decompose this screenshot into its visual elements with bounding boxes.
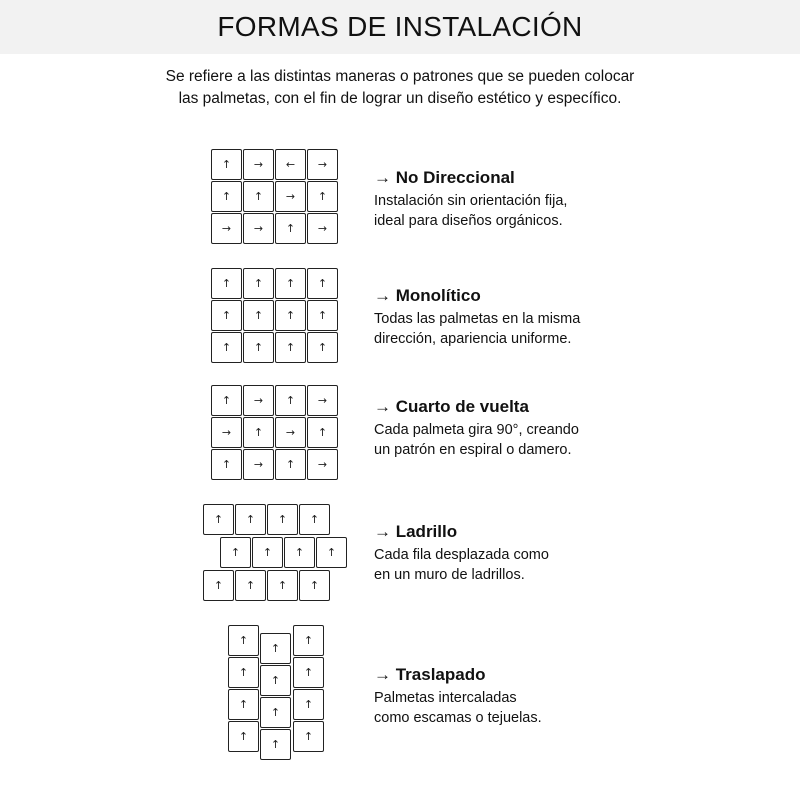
arrow-icon: ↑ [270, 642, 281, 655]
arrow-icon: ↑ [221, 394, 232, 407]
arrow-icon: ↑ [270, 674, 281, 687]
arrow-icon: ↑ [253, 277, 264, 290]
arrow-icon: ↑ [245, 579, 256, 592]
arrow-icon: ↑ [221, 309, 232, 322]
arrow-icon: ↑ [238, 634, 249, 647]
arrow-icon: ↑ [270, 706, 281, 719]
tile [293, 657, 324, 688]
arrow-icon: ↑ [253, 426, 264, 439]
arrow-icon: → [285, 190, 296, 203]
pattern-desc-line: un patrón en espiral o damero. [374, 441, 572, 458]
intro-line-1: Se refiere a las distintas maneras o patrones que se pueden colocar [165, 68, 635, 85]
arrow-icon: ↑ [285, 458, 296, 471]
arrow-icon: ↑ [270, 738, 281, 751]
arrow-icon: ↑ [221, 341, 232, 354]
arrow-icon: → [317, 394, 328, 407]
arrow-icon: → [253, 394, 264, 407]
arrow-icon: ↑ [213, 513, 224, 526]
tile [260, 697, 291, 728]
tile [293, 625, 324, 656]
arrow-icon: → [253, 222, 264, 235]
arrow-icon: ↑ [285, 277, 296, 290]
arrow-icon: ↑ [253, 190, 264, 203]
arrow-icon: → [317, 222, 328, 235]
tile [228, 721, 259, 752]
tile [293, 721, 324, 752]
tile [260, 729, 291, 760]
arrow-icon: ↑ [309, 513, 320, 526]
pattern-desc-line: Cada fila desplazada como [374, 547, 549, 563]
arrow-icon: ↑ [238, 698, 249, 711]
arrow-icon: ↑ [303, 666, 314, 679]
arrow-icon: ↑ [238, 666, 249, 679]
pattern-desc-line: Instalación sin orientación fija, [374, 193, 568, 209]
arrow-icon: → [317, 458, 328, 471]
pattern-title: → Cuarto de vuelta [374, 397, 529, 416]
arrow-icon: ↑ [303, 730, 314, 743]
pattern-desc-line: Cada palmeta gira 90°, creando [374, 422, 579, 438]
pattern-desc-line: en un muro de ladrillos. [374, 566, 525, 583]
pattern-desc-line: dirección, apariencia uniforme. [374, 330, 572, 347]
tile [228, 657, 259, 688]
arrow-icon: ↑ [285, 341, 296, 354]
arrow-icon: ↑ [285, 309, 296, 322]
arrow-icon: ↑ [317, 426, 328, 439]
arrow-icon: ← [285, 158, 296, 171]
arrow-icon: → [253, 158, 264, 171]
arrow-icon: ↑ [238, 730, 249, 743]
tile [260, 633, 291, 664]
page-title: FORMAS DE INSTALACIÓN [217, 11, 583, 42]
arrow-icon: ↑ [326, 546, 337, 559]
arrow-icon: ↑ [317, 341, 328, 354]
arrow-icon: ↑ [262, 546, 273, 559]
arrow-icon: ↑ [303, 634, 314, 647]
tile [260, 665, 291, 696]
arrow-icon: ↑ [230, 546, 241, 559]
arrow-icon: → [317, 158, 328, 171]
arrow-icon: ↑ [285, 394, 296, 407]
arrow-icon: → [221, 426, 232, 439]
intro-line-2: las palmetas, con el fin de lograr un diseño estético y específico. [178, 90, 622, 107]
tile [293, 689, 324, 720]
tile [228, 689, 259, 720]
arrow-icon: ↑ [221, 190, 232, 203]
pattern-description [374, 665, 542, 728]
arrow-icon: ↑ [277, 513, 288, 526]
tile [228, 625, 259, 656]
pattern-desc-line: Palmetas intercaladas [374, 690, 517, 706]
arrow-icon: ↑ [317, 190, 328, 203]
pattern-desc-line: ideal para diseños orgánicos. [374, 212, 563, 229]
pattern-desc-line: como escamas o tejuelas. [374, 709, 542, 726]
arrow-icon: ↑ [317, 277, 328, 290]
arrow-icon: ↑ [285, 222, 296, 235]
arrow-icon: ↑ [213, 579, 224, 592]
arrow-icon: ↑ [221, 158, 232, 171]
arrow-icon: ↑ [253, 309, 264, 322]
pattern-title: → Ladrillo [374, 522, 458, 541]
pattern-title: → No Direccional [374, 168, 515, 187]
arrow-icon: ↑ [221, 458, 232, 471]
arrow-icon: ↑ [294, 546, 305, 559]
pattern-title: → Monolítico [374, 286, 481, 305]
arrow-icon: ↑ [317, 309, 328, 322]
arrow-icon: ↑ [245, 513, 256, 526]
arrow-icon: → [221, 222, 232, 235]
arrow-icon: ↑ [309, 579, 320, 592]
pattern-title: → Traslapado [374, 665, 486, 684]
arrow-icon: ↑ [253, 341, 264, 354]
arrow-icon: ↑ [221, 277, 232, 290]
arrow-icon: → [253, 458, 264, 471]
arrow-icon: → [285, 426, 296, 439]
arrow-icon: ↑ [277, 579, 288, 592]
pattern-desc-line: Todas las palmetas en la misma [374, 311, 581, 327]
arrow-icon: ↑ [303, 698, 314, 711]
